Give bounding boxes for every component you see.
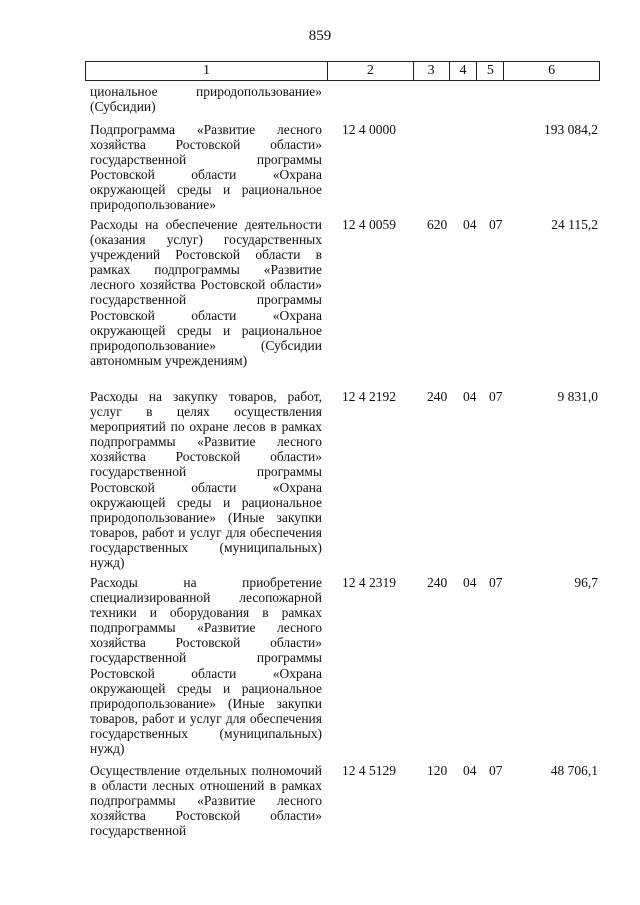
column-header-2: 2 — [328, 62, 414, 80]
row-code: 12 4 2192 — [342, 389, 396, 404]
row-description: циональное природопользование» (Субсидии) — [90, 84, 322, 115]
row-description: Расходы на закупку товаров, работ, услуг в целях осуществления мероприятий по охране лесов в рамках подпрограммы «Развитие лесного хозяйства Ростовской области» государственной программы Ростовской области «Охрана окружающей среды и рациональное природопользование» (Иные закупки товаров, работ и услуг для обеспечения государственных (муниципальных) нужд) — [90, 389, 322, 571]
row-expense-type: 240 — [427, 575, 448, 590]
page-number: 859 — [308, 28, 332, 44]
row-description: Подпрограмма «Развитие лесного хозяйства Ростовской области» государственной программы Ростовской области «Охрана окружающей среды и рациональное природопользование» — [90, 122, 322, 213]
row-description: Расходы на приобретение специализированной лесопожарной техники и оборудования в рамках подпрограммы «Развитие лесного хозяйства Ростовской области» государственной программы Ростовской области «Охрана окружающей среды и рациональное природопользование» (Иные закупки товаров, работ и услуг для обеспечения государственных (муниципальных) нужд) — [90, 575, 322, 757]
row-section: 04 — [463, 217, 477, 232]
column-header-3: 3 — [414, 62, 450, 80]
row-amount: 9 831,0 — [557, 389, 598, 404]
row-subsection: 07 — [489, 575, 503, 590]
row-description: Расходы на обеспечение деятельности (оказания услуг) государственных учреждений Ростовской области в рамках подпрограммы «Развитие лесного хозяйства Ростовской области» государственной программы Ростовской области «Охрана окружающей среды и рациональное природопользование» (Субсидии автономным учреждениям) — [90, 217, 322, 368]
row-amount: 24 115,2 — [551, 217, 598, 232]
row-subsection: 07 — [489, 217, 503, 232]
row-code: 12 4 5129 — [342, 763, 396, 778]
column-header-5: 5 — [477, 62, 504, 80]
row-expense-type: 120 — [427, 763, 448, 778]
row-subsection: 07 — [489, 389, 503, 404]
row-amount: 193 084,2 — [544, 122, 598, 137]
row-code: 12 4 0059 — [342, 217, 396, 232]
row-description: Осуществление отдельных полномочий в области лесных отношений в рамках подпрограммы «Развитие лесного хозяйства Ростовской области» государственной — [90, 763, 322, 839]
column-header-1: 1 — [86, 62, 328, 80]
row-code: 12 4 2319 — [342, 575, 396, 590]
column-header-4: 4 — [450, 62, 478, 80]
row-amount: 96,7 — [574, 575, 598, 590]
row-subsection: 07 — [489, 763, 503, 778]
row-section: 04 — [463, 763, 477, 778]
column-header-6: 6 — [548, 63, 556, 78]
row-amount: 48 706,1 — [550, 763, 598, 778]
row-expense-type: 620 — [427, 217, 448, 232]
table-header — [85, 61, 600, 81]
row-section: 04 — [463, 575, 477, 590]
row-expense-type: 240 — [427, 389, 448, 404]
row-section: 04 — [463, 389, 477, 404]
row-code: 12 4 0000 — [342, 122, 396, 137]
